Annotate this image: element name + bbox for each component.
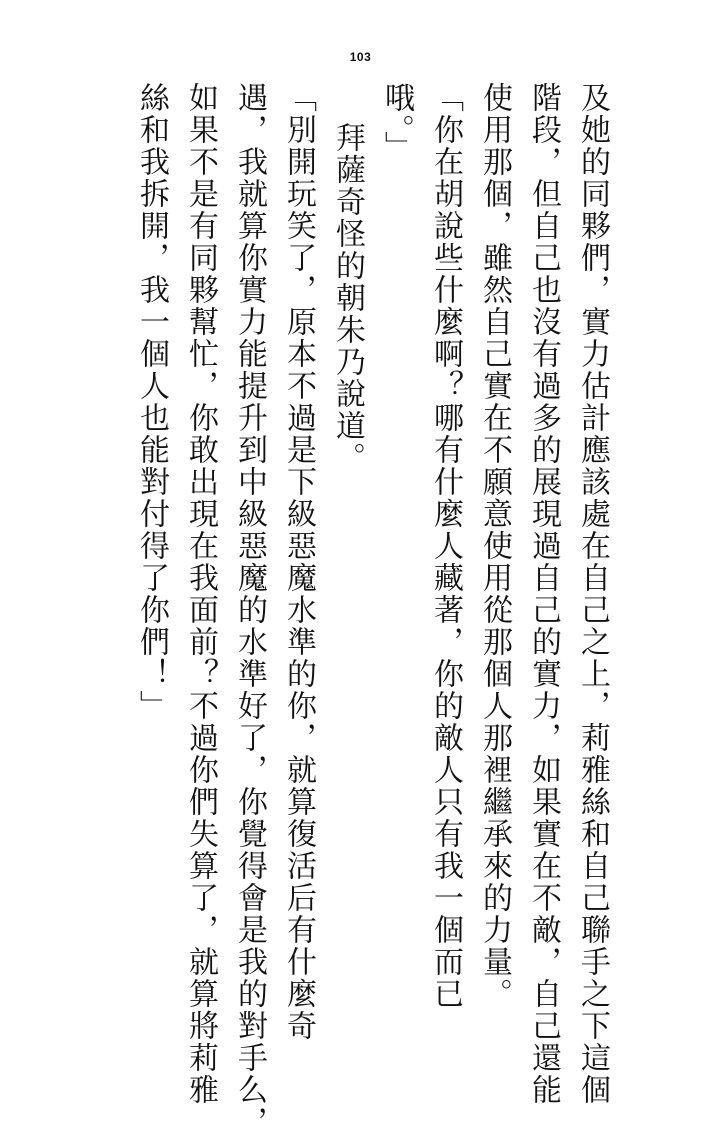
page-number: 103: [349, 50, 372, 64]
text-column-7: 「別開玩笑了，原本不過是下級惡魔水準的你，就算復活后有什麼奇: [281, 82, 316, 1042]
text-column-10: 絲和我拆開，我一個人也能對付得了你們！」: [134, 82, 169, 722]
text-column-6: 拜薩奇怪的朝朱乃說道。: [330, 122, 365, 474]
text-column-4: 「你在胡說些什麼啊？哪有什麼人藏著，你的敵人只有我一個而已: [428, 82, 463, 1010]
text-column-9: 如果不是有同夥幫忙，你敢出現在我面前？不過你們失算了，就算將莉雅: [183, 82, 218, 1106]
text-column-5: 哦。」: [379, 82, 414, 163]
text-column-2: 階段，但自己也沒有過多的展現過自己的實力，如果實在不敵，自己還能: [526, 82, 561, 1106]
text-column-8: 遇，我就算你實力能提升到中級惡魔的水準好了，你覺得會是我的對手么，: [232, 82, 267, 1138]
text-column-3: 使用那個，雖然自己實在不願意使用從那個人那裡繼承來的力量。: [477, 82, 512, 1010]
text-column-1: 及她的同夥們，實力估計應該處在自己之上，莉雅絲和自己聯手之下這個: [575, 82, 610, 1106]
